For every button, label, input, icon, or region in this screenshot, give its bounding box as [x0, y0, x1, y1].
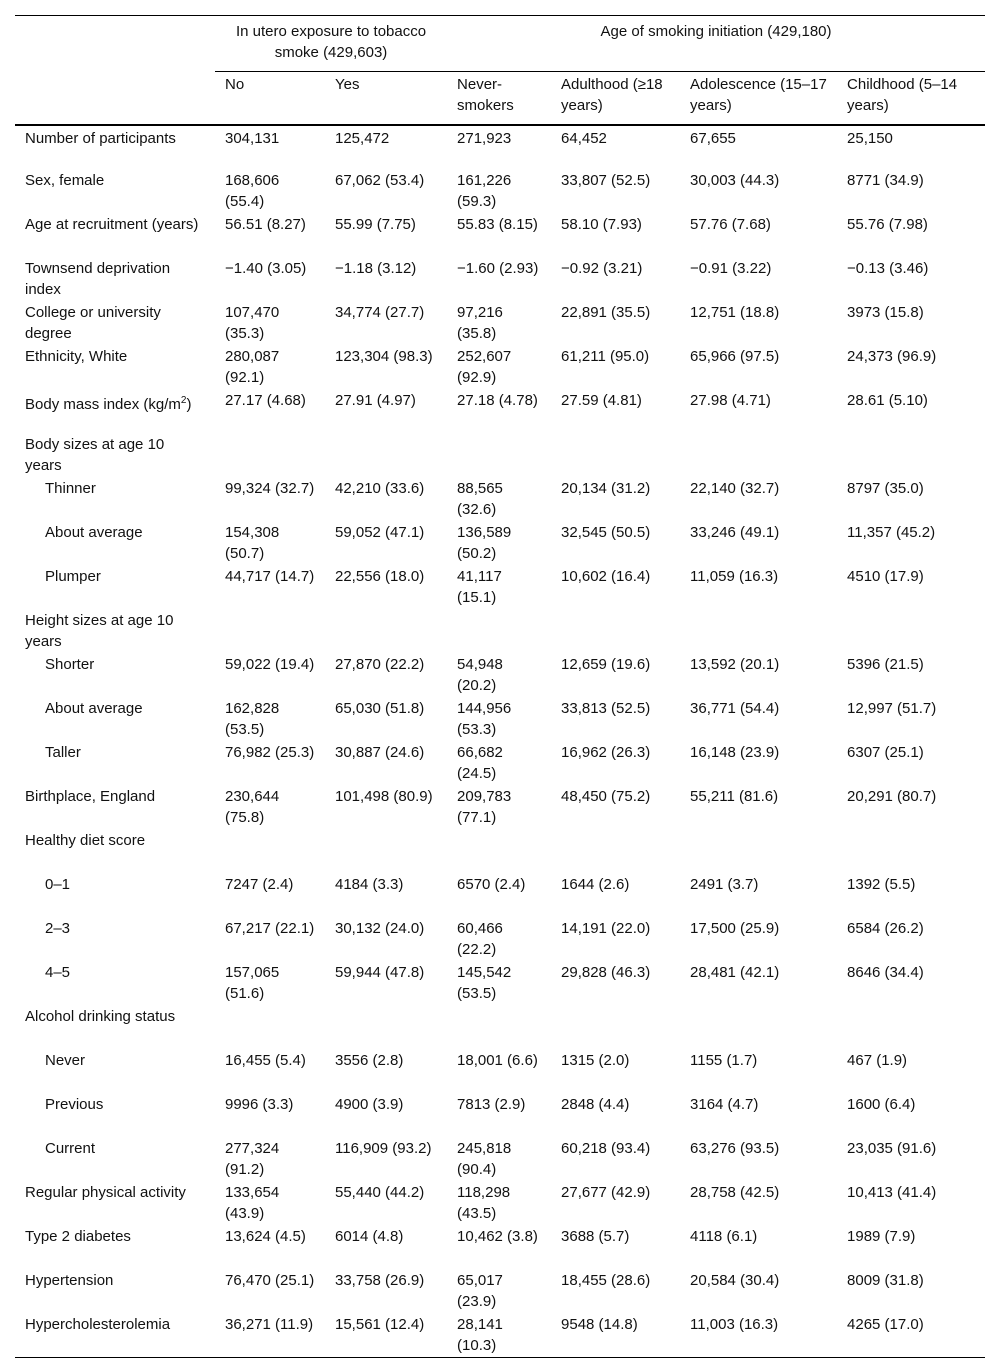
table-cell: 8009 (31.8) [847, 1272, 924, 1289]
table-cell: 1600 (6.4) [847, 1096, 916, 1113]
table-cell: 60,466 (22.2) [457, 920, 503, 958]
table-cell: 107,470 (35.3) [225, 304, 280, 342]
table-cell: 3164 (4.7) [690, 1096, 759, 1113]
table-cell: 67,217 (22.1) [225, 920, 315, 937]
table-cell: 8771 (34.9) [847, 172, 924, 189]
table-cell: 1392 (5.5) [847, 876, 916, 893]
row-label-text: Healthy diet score [25, 832, 146, 849]
table-cell: 4265 (17.0) [847, 1316, 924, 1333]
table-cell: 88,565 (32.6) [457, 480, 503, 518]
table-row [15, 609, 985, 653]
table-cell: 22,140 (32.7) [690, 480, 780, 497]
table-cell: 1644 (2.6) [561, 876, 630, 893]
table-cell: 20,584 (30.4) [690, 1272, 780, 1289]
column-header: Yes [335, 76, 360, 93]
table-cell [325, 433, 447, 477]
table-cell: 145,542 (53.5) [457, 964, 512, 1002]
table-cell: 57.76 (7.68) [690, 216, 771, 233]
table-cell: 467 (1.9) [847, 1052, 908, 1069]
table-cell [837, 829, 985, 873]
table-cell: −1.40 (3.05) [225, 260, 307, 277]
table-cell [680, 433, 837, 477]
row-label [15, 785, 215, 829]
row-label-text: Ethnicity, White [25, 348, 128, 365]
table-cell: 55,440 (44.2) [335, 1184, 425, 1201]
table-cell: 22,891 (35.5) [561, 304, 651, 321]
table-cell: 66,682 (24.5) [457, 744, 503, 782]
table-row [15, 697, 985, 741]
table-cell: 27.18 (4.78) [457, 392, 538, 409]
table-cell: 136,589 (50.2) [457, 524, 512, 562]
table-cell: 6307 (25.1) [847, 744, 924, 761]
column-header-row [15, 72, 985, 126]
row-label [15, 1269, 215, 1313]
table-cell: 32,545 (50.5) [561, 524, 651, 541]
table-cell: 8797 (35.0) [847, 480, 924, 497]
table-cell: −1.60 (2.93) [457, 260, 539, 277]
row-label [15, 873, 215, 917]
row-label [15, 609, 215, 653]
table-row [15, 1181, 985, 1225]
column-header: No [225, 76, 245, 93]
table-row [15, 961, 985, 1005]
group-header-smoking-initiation: Age of smoking initiation (429,180) [447, 16, 985, 72]
table-cell: 7813 (2.9) [457, 1096, 526, 1113]
table-cell: 280,087 (92.1) [225, 348, 280, 386]
table-row [15, 565, 985, 609]
table-cell: 76,470 (25.1) [225, 1272, 315, 1289]
table-cell: 55.76 (7.98) [847, 216, 928, 233]
table-cell: 61,211 (95.0) [561, 348, 650, 365]
table-cell: 1989 (7.9) [847, 1228, 916, 1245]
table-cell: 6014 (4.8) [335, 1228, 404, 1245]
row-label-text: About average [45, 700, 143, 717]
table-cell [325, 829, 447, 873]
table-cell: 1155 (1.7) [690, 1052, 758, 1069]
row-label-text: College or university degree [25, 304, 161, 342]
column-header: Never-smokers [457, 76, 514, 114]
table-cell: 144,956 (53.3) [457, 700, 512, 738]
row-label-text: Alcohol drinking status [25, 1008, 176, 1025]
row-label-text: 2–3 [45, 920, 71, 937]
table-cell: 3688 (5.7) [561, 1228, 630, 1245]
row-label [15, 477, 215, 521]
table-cell: 9996 (3.3) [225, 1096, 294, 1113]
table-cell [447, 1005, 551, 1049]
table-cell [447, 433, 551, 477]
table-cell [325, 609, 447, 653]
table-header [15, 16, 985, 126]
table-cell [680, 1005, 837, 1049]
table-cell [215, 1005, 325, 1049]
row-label-text: Type 2 diabetes [25, 1228, 131, 1245]
row-label-text: Birthplace, England [25, 788, 156, 805]
table-cell: 27,870 (22.2) [335, 656, 425, 673]
table-row [15, 829, 985, 873]
row-label-text: Regular physical activity [25, 1184, 186, 1201]
table-cell: 16,455 (5.4) [225, 1052, 306, 1069]
table-cell: 65,966 (97.5) [690, 348, 780, 365]
row-label [15, 257, 215, 301]
table-cell: 9548 (14.8) [561, 1316, 638, 1333]
table-cell: 44,717 (14.7) [225, 568, 315, 585]
table-cell: 6584 (26.2) [847, 920, 924, 937]
table-cell: 59,022 (19.4) [225, 656, 315, 673]
table-cell [215, 829, 325, 873]
row-label [15, 829, 215, 873]
table-cell: 59,944 (47.8) [335, 964, 425, 981]
table-row [15, 257, 985, 301]
empty-corner [15, 16, 215, 72]
table-cell: 25,150 [847, 130, 893, 147]
table-cell: 27,677 (42.9) [561, 1184, 651, 1201]
table-cell [551, 609, 680, 653]
table-cell [837, 433, 985, 477]
table-cell: 55,211 (81.6) [690, 788, 779, 805]
table-cell: 58.10 (7.93) [561, 216, 642, 233]
table-body [15, 125, 985, 1358]
table-cell: 11,003 (16.3) [690, 1316, 779, 1333]
row-label-text: Body mass index (kg/m [25, 396, 181, 413]
table-row [15, 1313, 985, 1358]
row-label-text: Plumper [45, 568, 101, 585]
row-label [15, 213, 215, 257]
table-cell: 116,909 (93.2) [335, 1140, 432, 1157]
table-cell: 16,148 (23.9) [690, 744, 780, 761]
superscript: 2 [180, 395, 187, 406]
table-cell [551, 433, 680, 477]
table-cell: 10,462 (3.8) [457, 1228, 538, 1245]
table-cell: 48,450 (75.2) [561, 788, 651, 805]
table-cell: 64,452 [561, 130, 607, 147]
table-row [15, 1269, 985, 1313]
table-cell: 123,304 (98.3) [335, 348, 433, 365]
table-row [15, 389, 985, 433]
table-cell: 54,948 (20.2) [457, 656, 503, 694]
table-cell: 168,606 (55.4) [225, 172, 280, 210]
table-cell: 60,218 (93.4) [561, 1140, 651, 1157]
row-label [15, 961, 215, 1005]
row-label [15, 565, 215, 609]
table-cell [447, 829, 551, 873]
row-label [15, 301, 215, 345]
table-cell: 30,887 (24.6) [335, 744, 425, 761]
table-cell: 13,624 (4.5) [225, 1228, 306, 1245]
row-label [15, 1313, 215, 1358]
table-cell: 4900 (3.9) [335, 1096, 404, 1113]
table-cell: 15,561 (12.4) [335, 1316, 425, 1333]
table-cell: 3556 (2.8) [335, 1052, 404, 1069]
table-cell: 14,191 (22.0) [561, 920, 651, 937]
table-cell: 5396 (21.5) [847, 656, 924, 673]
table-cell: 55.83 (8.15) [457, 216, 538, 233]
row-label-text: Hypertension [25, 1272, 114, 1289]
table-cell: 8646 (34.4) [847, 964, 924, 981]
table-cell: 23,035 (91.6) [847, 1140, 937, 1157]
table-cell: 34,774 (27.7) [335, 304, 425, 321]
baseline-characteristics-table [15, 15, 985, 1358]
row-label [15, 125, 215, 169]
table-cell [837, 1005, 985, 1049]
table-cell: −1.18 (3.12) [335, 260, 417, 277]
table-row [15, 433, 985, 477]
row-label [15, 741, 215, 785]
row-label [15, 433, 215, 477]
row-label-text: About average [45, 524, 143, 541]
row-label-text: 4–5 [45, 964, 71, 981]
row-label [15, 1137, 215, 1181]
table-cell: 65,030 (51.8) [335, 700, 425, 717]
table-cell: 59,052 (47.1) [335, 524, 425, 541]
table-cell: 12,997 (51.7) [847, 700, 937, 717]
table-row [15, 1049, 985, 1093]
row-label [15, 1181, 215, 1225]
table-cell: 67,062 (53.4) [335, 172, 425, 189]
table-cell: 65,017 (23.9) [457, 1272, 503, 1310]
table-cell: 27.17 (4.68) [225, 392, 306, 409]
table-cell: 4184 (3.3) [335, 876, 404, 893]
table-cell [215, 609, 325, 653]
table-cell [215, 433, 325, 477]
table-cell: 27.91 (4.97) [335, 392, 416, 409]
table-row [15, 125, 985, 169]
table-cell: 63,276 (93.5) [690, 1140, 780, 1157]
table-cell: 18,455 (28.6) [561, 1272, 651, 1289]
row-label [15, 917, 215, 961]
table-cell: 27.98 (4.71) [690, 392, 771, 409]
table-cell: 18,001 (6.6) [457, 1052, 538, 1069]
table-cell: 101,498 (80.9) [335, 788, 433, 805]
table-cell: 304,131 [225, 130, 280, 147]
table-row [15, 169, 985, 213]
table-cell: 161,226 (59.3) [457, 172, 512, 210]
row-label-text: Age at recruitment (years) [25, 216, 199, 233]
table-cell: 230,644 (75.8) [225, 788, 280, 826]
table-cell: 33,813 (52.5) [561, 700, 651, 717]
row-label [15, 1005, 215, 1049]
table-cell: 277,324 (91.2) [225, 1140, 280, 1178]
row-label-end: ) [186, 396, 192, 413]
table-cell: 33,807 (52.5) [561, 172, 651, 189]
row-label-text: Current [45, 1140, 96, 1157]
row-label-text: Hypercholesterolemia [25, 1316, 171, 1333]
table-cell: 13,592 (20.1) [690, 656, 780, 673]
row-label-text: Height sizes at age 10 years [25, 612, 174, 650]
table-cell: 252,607 (92.9) [457, 348, 512, 386]
row-label-text: Townsend deprivation index [25, 260, 171, 298]
table-cell: 36,771 (54.4) [690, 700, 780, 717]
table-cell: 24,373 (96.9) [847, 348, 937, 365]
row-label-text: Shorter [45, 656, 95, 673]
table-cell: 6570 (2.4) [457, 876, 526, 893]
table-cell: 27.59 (4.81) [561, 392, 642, 409]
table-row [15, 1005, 985, 1049]
table-row [15, 873, 985, 917]
column-header: Adolescence (15–17 years) [690, 76, 827, 114]
table-cell: 118,298 (43.5) [457, 1184, 511, 1222]
table-cell: 76,982 (25.3) [225, 744, 315, 761]
table-cell: 271,923 [457, 130, 512, 147]
table-cell [551, 829, 680, 873]
table-cell: 29,828 (46.3) [561, 964, 651, 981]
table-cell: 56.51 (8.27) [225, 216, 306, 233]
table-cell: 33,246 (49.1) [690, 524, 780, 541]
table-cell: 133,654 (43.9) [225, 1184, 280, 1222]
table-cell: 28,141 (10.3) [457, 1316, 503, 1354]
row-label [15, 1093, 215, 1137]
table-cell: 209,783 (77.1) [457, 788, 512, 826]
table-row [15, 653, 985, 697]
table-cell: 162,828 (53.5) [225, 700, 280, 738]
column-header: Childhood (5–14 years) [847, 76, 958, 114]
table-cell: 4510 (17.9) [847, 568, 924, 585]
table-cell: 28,481 (42.1) [690, 964, 780, 981]
table-cell [837, 609, 985, 653]
table-row [15, 917, 985, 961]
table-cell [680, 609, 837, 653]
row-label-text: Body sizes at age 10 years [25, 436, 165, 474]
table-cell: 33,758 (26.9) [335, 1272, 425, 1289]
empty-label-header [15, 72, 215, 126]
table-cell: 30,132 (24.0) [335, 920, 425, 937]
table-row [15, 301, 985, 345]
row-label [15, 1049, 215, 1093]
table-cell: 11,059 (16.3) [690, 568, 779, 585]
column-header: Adulthood (≥18 years) [561, 76, 663, 114]
table-cell: 245,818 (90.4) [457, 1140, 512, 1178]
row-label-text: Number of participants [25, 130, 176, 147]
table-cell: 4118 (6.1) [690, 1228, 758, 1245]
group-header-in-utero: In utero exposure to tobacco smoke (429,603) [215, 16, 447, 72]
table-cell [551, 1005, 680, 1049]
table-cell: 28.61 (5.10) [847, 392, 928, 409]
table-row [15, 1225, 985, 1269]
table-row [15, 345, 985, 389]
table-row [15, 741, 985, 785]
row-label [15, 389, 215, 433]
table-cell: 2491 (3.7) [690, 876, 759, 893]
table-cell: 41,117 (15.1) [457, 568, 502, 606]
table-cell: −0.13 (3.46) [847, 260, 929, 277]
table-cell: 125,472 [335, 130, 390, 147]
table-cell: 30,003 (44.3) [690, 172, 780, 189]
table-cell: 99,324 (32.7) [225, 480, 315, 497]
table-row [15, 1137, 985, 1181]
table-row [15, 521, 985, 565]
row-label-text: 0–1 [45, 876, 71, 893]
table-cell: −0.91 (3.22) [690, 260, 772, 277]
row-label [15, 653, 215, 697]
row-label-text: Thinner [45, 480, 96, 497]
table-cell [325, 1005, 447, 1049]
table-row [15, 1093, 985, 1137]
table-cell: 7247 (2.4) [225, 876, 294, 893]
row-label [15, 521, 215, 565]
table-cell: 36,271 (11.9) [225, 1316, 314, 1333]
table-cell: 154,308 (50.7) [225, 524, 280, 562]
table-row [15, 477, 985, 521]
row-label [15, 697, 215, 741]
table-cell: 67,655 [690, 130, 736, 147]
table-cell: −0.92 (3.21) [561, 260, 643, 277]
row-label [15, 1225, 215, 1269]
row-label [15, 169, 215, 213]
table-cell: 2848 (4.4) [561, 1096, 630, 1113]
row-label-text: Previous [45, 1096, 104, 1113]
table-cell: 10,413 (41.4) [847, 1184, 937, 1201]
table-cell: 16,962 (26.3) [561, 744, 651, 761]
table-cell: 22,556 (18.0) [335, 568, 425, 585]
table-cell: 55.99 (7.75) [335, 216, 416, 233]
table-cell: 12,751 (18.8) [690, 304, 780, 321]
table-cell [447, 609, 551, 653]
row-label-text: Taller [45, 744, 81, 761]
table-cell [680, 829, 837, 873]
table-cell: 20,134 (31.2) [561, 480, 651, 497]
table-row [15, 213, 985, 257]
table-cell: 11,357 (45.2) [847, 524, 936, 541]
table-cell: 3973 (15.8) [847, 304, 924, 321]
table-row [15, 785, 985, 829]
table-cell: 157,065 (51.6) [225, 964, 280, 1002]
group-header-row [15, 16, 985, 72]
table-cell: 17,500 (25.9) [690, 920, 780, 937]
table-cell: 20,291 (80.7) [847, 788, 937, 805]
table-cell: 1315 (2.0) [561, 1052, 630, 1069]
table-cell: 10,602 (16.4) [561, 568, 651, 585]
row-label-text: Sex, female [25, 172, 105, 189]
row-label [15, 345, 215, 389]
row-label-text: Never [45, 1052, 86, 1069]
table-cell: 97,216 (35.8) [457, 304, 503, 342]
table-cell: 28,758 (42.5) [690, 1184, 780, 1201]
table-cell: 42,210 (33.6) [335, 480, 425, 497]
table-cell: 12,659 (19.6) [561, 656, 651, 673]
